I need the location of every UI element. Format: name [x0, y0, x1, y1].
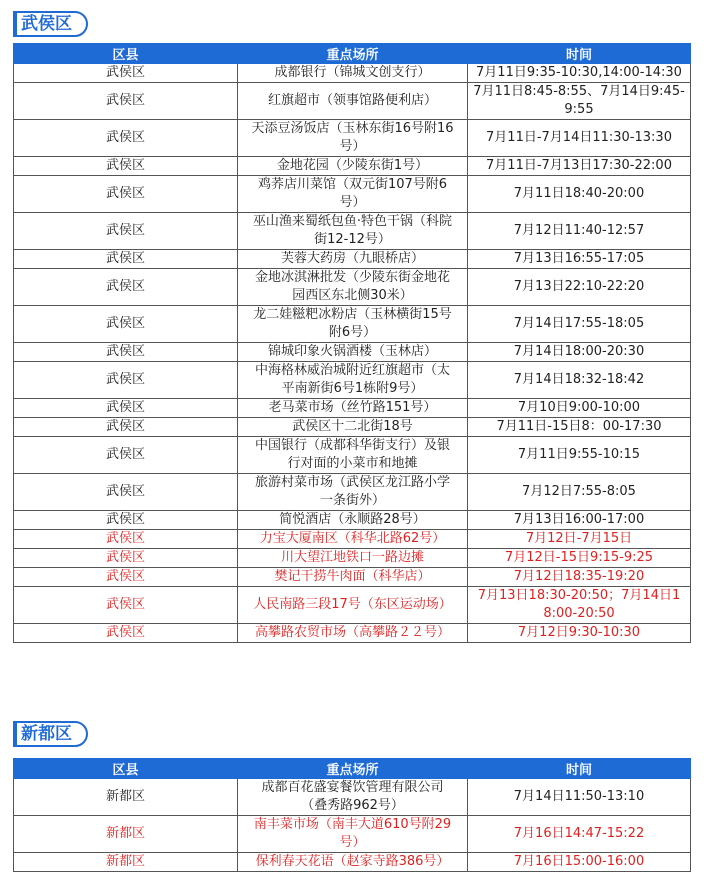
- district-cell: 武侯区: [14, 399, 238, 418]
- table-row: [14, 474, 691, 511]
- section-title-wuhou: 武侯区: [13, 11, 88, 37]
- table-row: [14, 816, 691, 853]
- table-row: [14, 64, 691, 83]
- table-row: [14, 83, 691, 120]
- place-cell: 成都银行（锦城文创支行）: [238, 64, 468, 83]
- table-row: [14, 779, 691, 816]
- place-cell: 高攀路农贸市场（高攀路２２号）: [238, 624, 468, 643]
- place-cell: 成都百花盛宴餐饮管理有限公司（叠秀路962号）: [238, 779, 468, 816]
- district-cell: 武侯区: [14, 250, 238, 269]
- time-cell: 7月12日18:35-19:20: [468, 568, 691, 587]
- table-row: [14, 853, 691, 872]
- table-row: [14, 418, 691, 437]
- time-cell: 7月11日-7月13日17:30-22:00: [468, 157, 691, 176]
- time-cell: 7月12日11:40-12:57: [468, 213, 691, 250]
- time-cell: 7月11日-7月14日11:30-13:30: [468, 120, 691, 157]
- district-cell: 武侯区: [14, 176, 238, 213]
- time-cell: 7月11日-15日8：00-17:30: [468, 418, 691, 437]
- district-cell: 武侯区: [14, 343, 238, 362]
- time-cell: 7月13日16:00-17:00: [468, 511, 691, 530]
- district-cell: 武侯区: [14, 120, 238, 157]
- place-cell: 金地冰淇淋批发（少陵东街金地花园西区东北侧30米）: [238, 269, 468, 306]
- time-cell: 7月11日8:45-8:55、7月14日9:45-9:55: [468, 83, 691, 120]
- place-cell: 老马菜市场（丝竹路151号）: [238, 399, 468, 418]
- time-cell: 7月14日17:55-18:05: [468, 306, 691, 343]
- section-title-xindu: 新都区: [13, 721, 88, 747]
- district-cell: 武侯区: [14, 64, 238, 83]
- time-cell: 7月14日11:50-13:10: [468, 779, 691, 816]
- place-cell: 人民南路三段17号（东区运动场）: [238, 587, 468, 624]
- place-cell: 红旗超市（领事馆路便利店）: [238, 83, 468, 120]
- wuhou-table: [13, 43, 691, 643]
- xindu-table: [13, 758, 691, 872]
- place-cell: 锦城印象火锅酒楼（玉林店）: [238, 343, 468, 362]
- table-row: [14, 269, 691, 306]
- district-cell: 武侯区: [14, 306, 238, 343]
- district-cell: 武侯区: [14, 474, 238, 511]
- district-cell: 新都区: [14, 853, 238, 872]
- table-row: [14, 530, 691, 549]
- header-district: 区县: [14, 759, 238, 779]
- district-cell: 新都区: [14, 779, 238, 816]
- place-cell: 鸡荞店川菜馆（双元街107号附6号）: [238, 176, 468, 213]
- place-cell: 简悦酒店（永顺路28号）: [238, 511, 468, 530]
- district-cell: 武侯区: [14, 418, 238, 437]
- time-cell: 7月11日9:35-10:30,14:00-14:30: [468, 64, 691, 83]
- district-cell: 武侯区: [14, 587, 238, 624]
- header-place: 重点场所: [238, 44, 468, 64]
- place-cell: 南丰菜市场（南丰大道610号附29号）: [238, 816, 468, 853]
- place-cell: 力宝大厦南区（科华北路62号）: [238, 530, 468, 549]
- table-row: [14, 250, 691, 269]
- header-district: 区县: [14, 44, 238, 64]
- table-row: [14, 120, 691, 157]
- time-cell: 7月10日9:00-10:00: [468, 399, 691, 418]
- district-cell: 新都区: [14, 816, 238, 853]
- table-row: [14, 343, 691, 362]
- table-row: [14, 511, 691, 530]
- time-cell: 7月12日7:55-8:05: [468, 474, 691, 511]
- district-cell: 武侯区: [14, 269, 238, 306]
- place-cell: 金地花园（少陵东街1号）: [238, 157, 468, 176]
- district-cell: 武侯区: [14, 157, 238, 176]
- table-row: [14, 213, 691, 250]
- time-cell: 7月12日-15日9:15-9:25: [468, 549, 691, 568]
- district-cell: 武侯区: [14, 530, 238, 549]
- time-cell: 7月16日15:00-16:00: [468, 853, 691, 872]
- place-cell: 武侯区十二北街18号: [238, 418, 468, 437]
- district-cell: 武侯区: [14, 511, 238, 530]
- time-cell: 7月14日18:32-18:42: [468, 362, 691, 399]
- table-row: [14, 306, 691, 343]
- place-cell: 龙二娃糍粑冰粉店（玉林横街15号附6号）: [238, 306, 468, 343]
- header-time: 时间: [468, 759, 691, 779]
- place-cell: 保利春天花语（赵家寺路386号）: [238, 853, 468, 872]
- district-cell: 武侯区: [14, 83, 238, 120]
- time-cell: 7月16日14:47-15:22: [468, 816, 691, 853]
- table-row: [14, 362, 691, 399]
- time-cell: 7月13日22:10-22:20: [468, 269, 691, 306]
- place-cell: 芙蓉大药房（九眼桥店）: [238, 250, 468, 269]
- table-row: [14, 399, 691, 418]
- district-cell: 武侯区: [14, 549, 238, 568]
- district-cell: 武侯区: [14, 213, 238, 250]
- place-cell: 樊记干捞牛肉面（科华店）: [238, 568, 468, 587]
- table-row: [14, 549, 691, 568]
- place-cell: 天添豆汤饭店（玉林东街16号附16号）: [238, 120, 468, 157]
- place-cell: 中海格林威治城附近红旗超市（太平南新街6号1栋附9号）: [238, 362, 468, 399]
- table-row: [14, 587, 691, 624]
- place-cell: 旅游村菜市场（武侯区龙江路小学一条街外）: [238, 474, 468, 511]
- header-place: 重点场所: [238, 759, 468, 779]
- place-cell: 川大望江地铁口一路边摊: [238, 549, 468, 568]
- table-row: [14, 157, 691, 176]
- time-cell: 7月13日18:30-20:50；7月14日18:00-20:50: [468, 587, 691, 624]
- time-cell: 7月11日9:55-10:15: [468, 437, 691, 474]
- place-cell: 中国银行（成都科华街支行）及银行对面的小菜市和地摊: [238, 437, 468, 474]
- district-cell: 武侯区: [14, 362, 238, 399]
- table-row: [14, 568, 691, 587]
- time-cell: 7月11日18:40-20:00: [468, 176, 691, 213]
- time-cell: 7月14日18:00-20:30: [468, 343, 691, 362]
- time-cell: 7月13日16:55-17:05: [468, 250, 691, 269]
- district-cell: 武侯区: [14, 624, 238, 643]
- district-cell: 武侯区: [14, 437, 238, 474]
- time-cell: 7月12日-7月15日: [468, 530, 691, 549]
- place-cell: 巫山渔来蜀纸包鱼·特色干锅（科院街12-12号）: [238, 213, 468, 250]
- header-time: 时间: [468, 44, 691, 64]
- table-row: [14, 624, 691, 643]
- table-row: [14, 176, 691, 213]
- table-header-row: [14, 759, 691, 779]
- time-cell: 7月12日9:30-10:30: [468, 624, 691, 643]
- table-row: [14, 437, 691, 474]
- district-cell: 武侯区: [14, 568, 238, 587]
- table-header-row: [14, 44, 691, 64]
